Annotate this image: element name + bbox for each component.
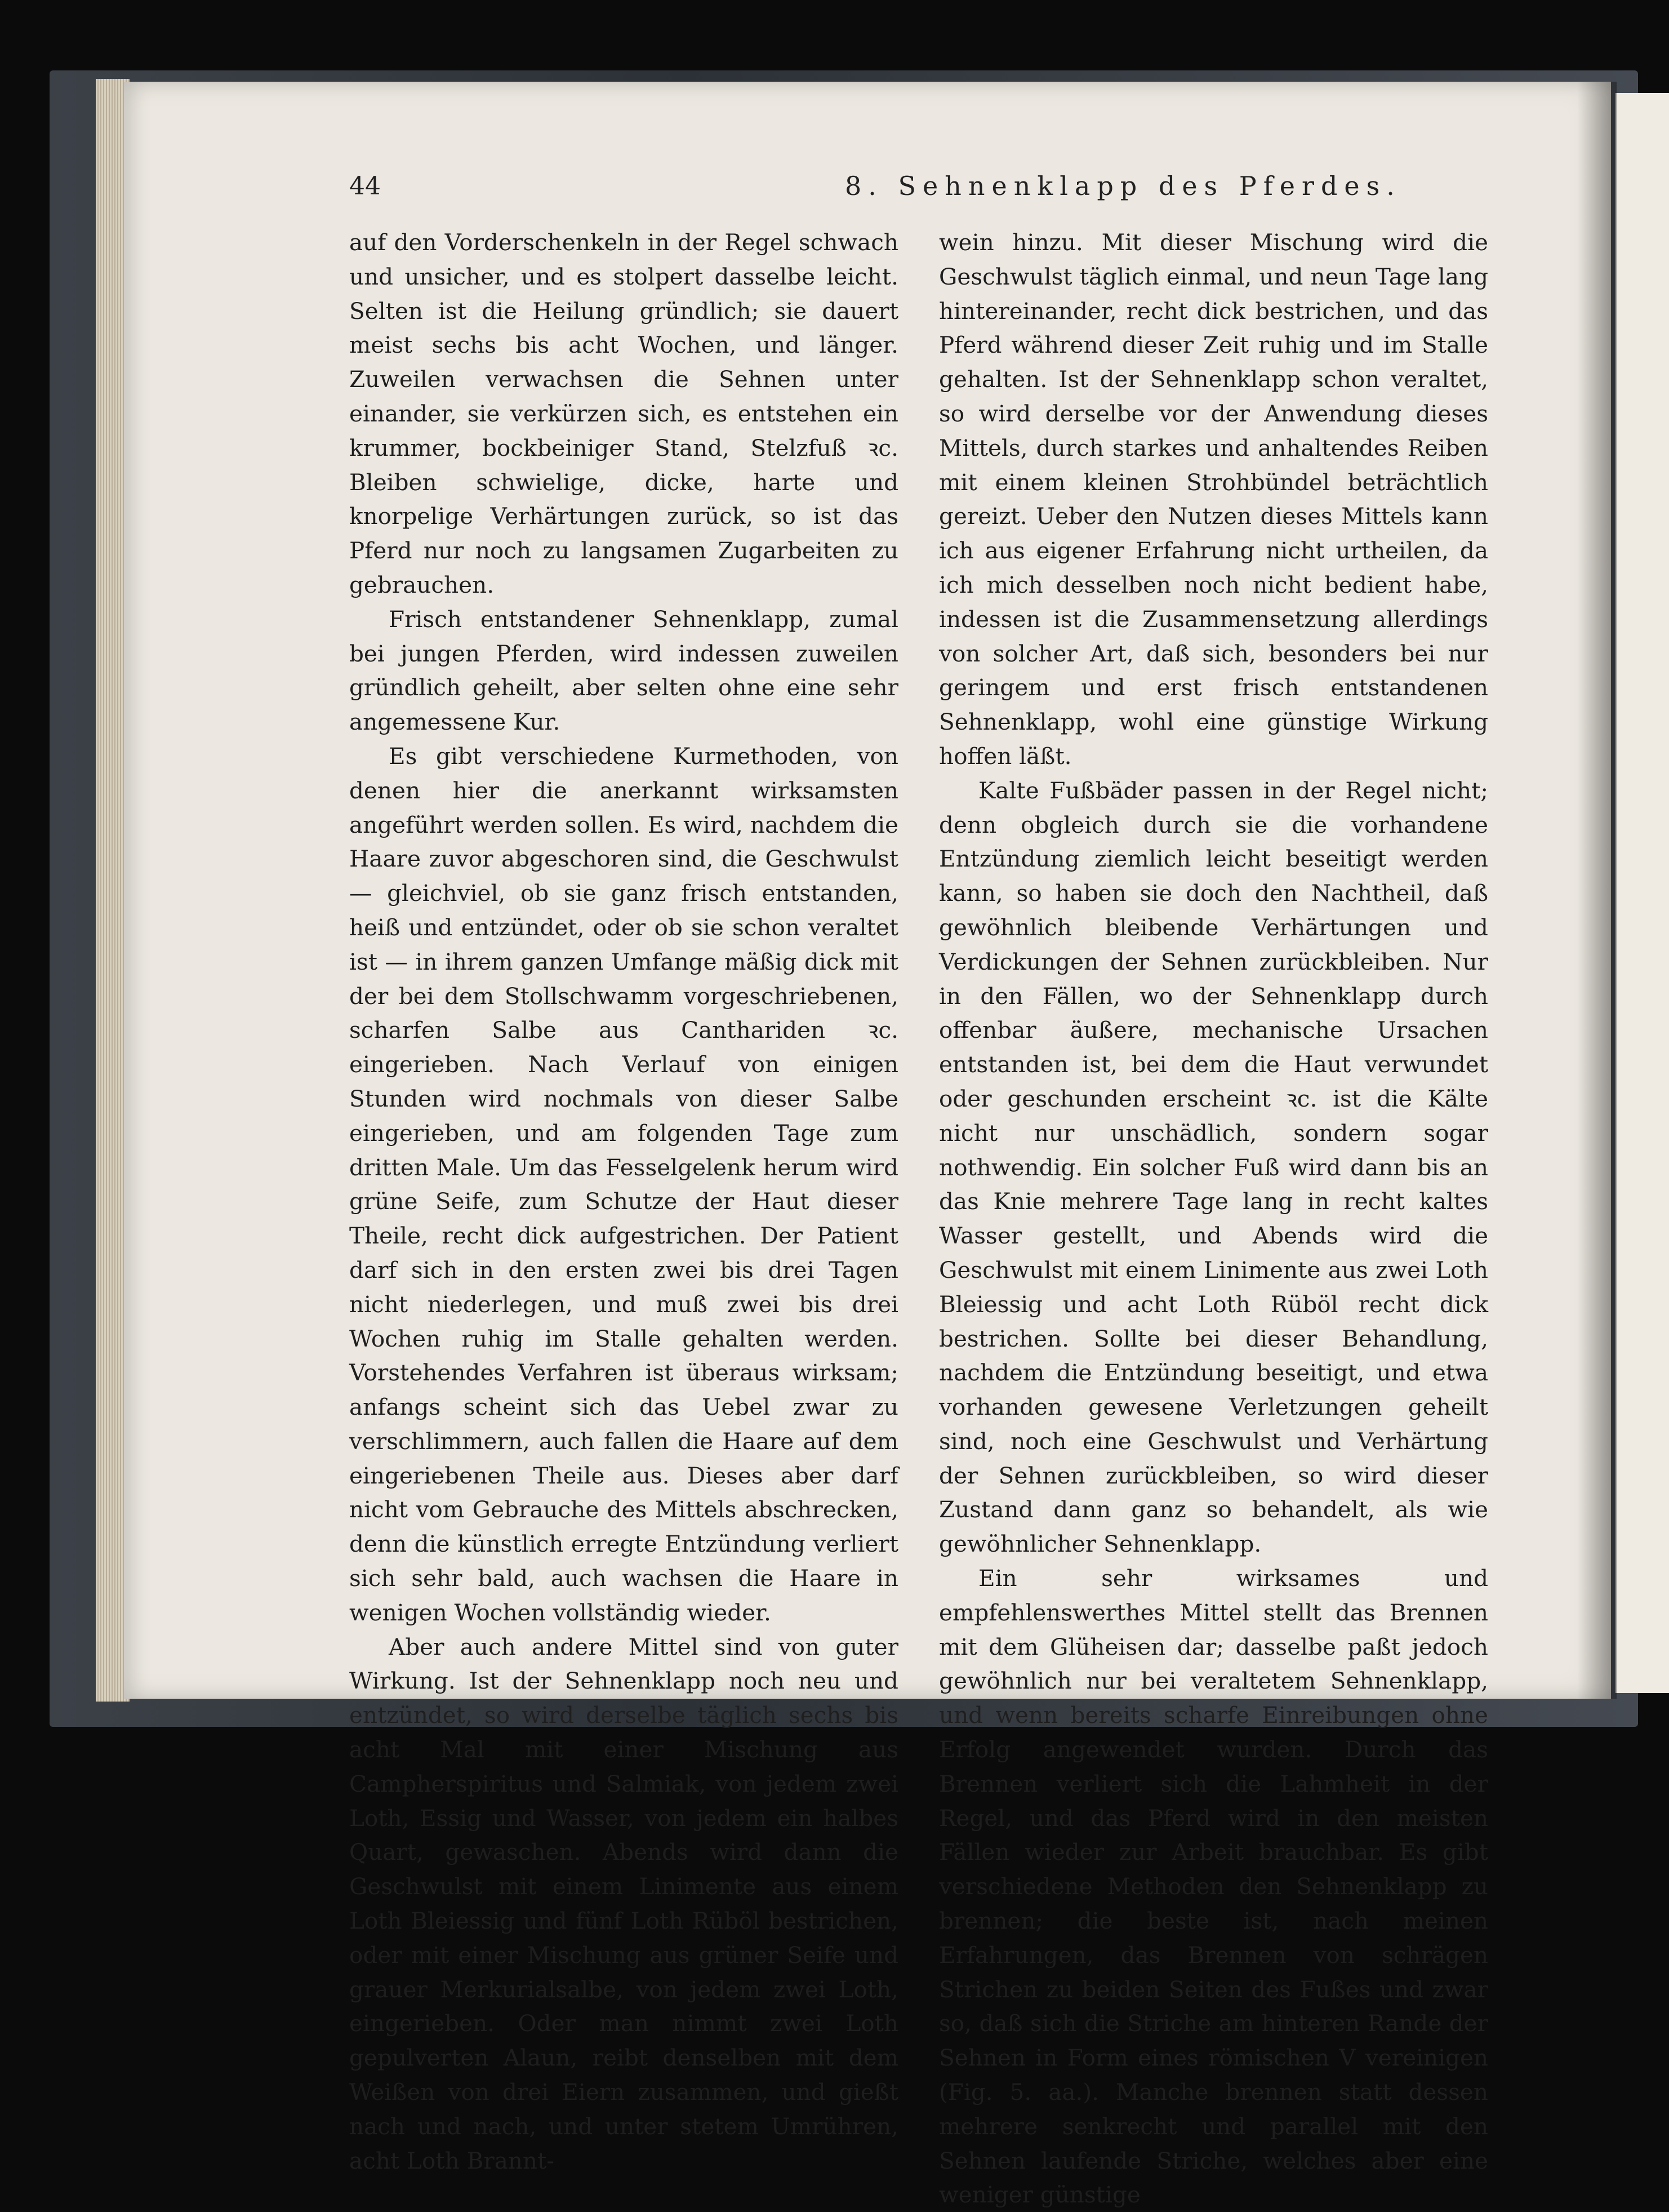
paragraph: wein hinzu. Mit dieser Mischung wird die Geschwulst täglich einmal, und neun Tage lang hintereinander, recht dick bestrichen, und das Pferd während dieser Zeit ruhig und im Stalle gehalten. Ist der Sehnenklapp schon veraltet, so wird derselbe vor der Anwendung dieses Mittels, durch starkes und anhaltendes Reiben mit einem kleinen Strohbündel beträchtlich gereizt. Ueber den Nutzen dieses Mittels kann ich aus eigener Erfahrung nicht urtheilen, da ich mich desselben noch nicht bedient habe, indessen ist die Zusammensetzung allerdings von solcher Art, daß sich, besonders bei nur geringem und erst frisch entstandenen Sehnenklapp, wohl eine günstige Wirkung hoffen läßt.	[939, 229, 1488, 770]
paragraph: Aber auch andere Mittel sind von guter Wirkung. Ist der Sehnenklapp noch neu und entzündet, so wird derselbe täglich sechs bis acht Mal mit einer Mischung aus Campherspiritus und Salmiak, von jedem zwei Loth, Essig und Wasser, von jedem ein halbes Quart, gewaschen. Abends wird dann die Geschwulst mit einem Linimente aus einem Loth Bleiessig und fünf Loth Rüböl bestrichen, oder mit einer Mischung aus grüner Seife und grauer Merkurialsalbe, von jedem zwei Loth, eingerieben. Oder man nimmt zwei Loth gepulverten Alaun, reibt denselben mit dem Weißen von drei Eiern zusammen, und gießt nach und nach, und unter stetem Umrühren, acht Loth Brannt-	[349, 1633, 898, 2174]
paragraph: Es gibt verschiedene Kurmethoden, von denen hier die anerkannt wirksamsten angeführt werden sollen. Es wird, nachdem die Haare zuvor abgeschoren sind, die Geschwulst — gleichviel, ob sie ganz frisch entstanden, heiß und entzündet, oder ob sie schon veraltet ist — in ihrem ganzen Umfange mäßig dick mit der bei dem Stollschwamm vorgeschriebenen, scharfen Salbe aus Canthariden ꝛc. eingerieben. Nach Verlauf von einigen Stunden wird nochmals von dieser Salbe eingerieben, und am folgenden Tage zum dritten Male. Um das Fesselgelenk herum wird grüne Seife, zum Schutze der Haut dieser Theile, recht dick aufgestrichen. Der Patient darf sich in den ersten zwei bis drei Tagen nicht niederlegen, und muß zwei bis drei Wochen ruhig im Stalle gehalten werden. Vorstehendes Verfahren ist überaus wirksam; anfangs scheint sich das Uebel zwar zu verschlimmern, auch fallen die Haare auf dem eingeriebenen Theile aus. Dieses aber darf nicht vom Gebrauche des Mittels abschrecken, denn die künstlich erregte Entzündung verliert sich sehr bald, auch wachsen die Haare in wenigen Wochen vollständig wieder.	[349, 742, 898, 1626]
left-text-column	[349, 225, 898, 2178]
page-number: 44	[349, 172, 381, 201]
facing-page-edge	[1615, 93, 1669, 1693]
paragraph: Ein sehr wirksames und empfehlenswerthes Mittel stellt das Brennen mit dem Glüheisen dar; dasselbe paßt jedoch gewöhnlich nur bei veraltetem Sehnenklapp, und wenn bereits scharfe Einreibungen ohne Erfolg angewendet wurden. Durch das Brennen verliert sich die Lahmheit in der Regel, und das Pferd wird in den meisten Fällen wieder zur Arbeit brauchbar. Es gibt verschiedene Methoden den Sehnenklapp zu brennen; die beste ist, nach meinen Erfahrungen, das Brennen von schrägen Strichen zu beiden Seiten des Fußes und zwar so, daß sich die Striche am hinteren Rande der Sehnen in Form eines römischen V vereinigen (Fig. 5. aa.). Manche brennen statt dessen mehrere senkrecht und parallel mit den Sehnen laufende Striche, welches aber eine weniger günstige	[939, 1565, 1488, 2209]
paragraph: auf den Vorderschenkeln in der Regel schwach und unsicher, und es stolpert dasselbe leicht. Selten ist die Heilung gründlich; sie dauert meist sechs bis acht Wochen, und länger. Zuweilen verwachsen die Sehnen unter einander, sie verkürzen sich, es entstehen ein krummer, bockbeiniger Stand, Stelzfuß ꝛc. Bleiben schwielige, dicke, harte und knorpelige Verhärtungen zurück, so ist das Pferd nur noch zu langsamen Zugarbeiten zu gebrauchen.	[349, 229, 898, 598]
paragraph: Kalte Fußbäder passen in der Regel nicht; denn obgleich durch sie die vorhandene Entzündung ziemlich leicht beseitigt werden kann, so haben sie doch den Nachtheil, daß gewöhnlich bleibende Verhärtungen und Verdickungen der Sehnen zurückbleiben. Nur in den Fällen, wo der Sehnenklapp durch offenbar äußere, mechanische Ursachen entstanden ist, bei dem die Haut verwundet oder geschunden erscheint ꝛc. ist die Kälte nicht nur unschädlich, sondern sogar nothwendig. Ein solcher Fuß wird dann bis an das Knie mehrere Tage lang in recht kaltes Wasser gestellt, und Abends wird die Geschwulst mit einem Linimente aus zwei Loth Bleiessig und acht Loth Rüböl recht dick bestrichen. Sollte bei dieser Behandlung, nachdem die Entzündung beseitigt, und etwa vorhanden gewesene Verletzungen geheilt sind, noch eine Geschwulst und Verhärtung der Sehnen zurückbleiben, so wird dieser Zustand dann ganz so behandelt, als wie gewöhnlicher Sehnenklapp.	[939, 776, 1488, 1558]
running-title: 8. Sehnenklapp des Pferdes.	[845, 171, 1401, 201]
book-page	[124, 82, 1611, 2209]
paragraph: Frisch entstandener Sehnenklapp, zumal bei jungen Pferden, wird indessen zuweilen gründlich geheilt, aber selten ohne eine sehr angemessene Kur.	[349, 605, 898, 736]
page-gutter-shadow	[1577, 82, 1617, 1699]
right-text-column	[939, 225, 1488, 2212]
